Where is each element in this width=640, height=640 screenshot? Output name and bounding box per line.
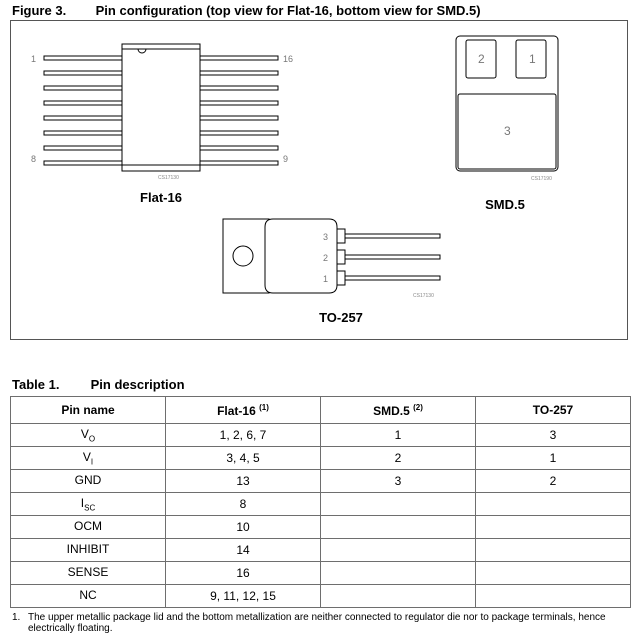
pin-name-cell: GND bbox=[11, 470, 166, 493]
table-caption bbox=[12, 377, 185, 392]
header-pin-name: Pin name bbox=[11, 397, 166, 424]
flat16-package bbox=[44, 44, 278, 171]
flat16-pin-8: 8 bbox=[31, 154, 37, 164]
flat16-label: Flat-16 bbox=[140, 190, 182, 205]
pin-name-cell: $I_{SC}$ bbox=[11, 493, 166, 516]
pin-name-cell: INHIBIT bbox=[11, 539, 166, 562]
to257-cell bbox=[476, 539, 631, 562]
smd5-cell bbox=[321, 562, 476, 585]
pin-name-cell: $V_I$ bbox=[11, 447, 166, 470]
to257-tab bbox=[223, 219, 269, 293]
to257-cell: 3 bbox=[476, 424, 631, 447]
table-number: Table 1. bbox=[12, 377, 60, 392]
flat16-pin-16: 16 bbox=[283, 54, 294, 64]
flat16-cell: 14 bbox=[166, 539, 321, 562]
pin-name-cell: OCM bbox=[11, 516, 166, 539]
to257-cell bbox=[476, 493, 631, 516]
smd5-outline bbox=[456, 36, 558, 171]
to257-cell bbox=[476, 585, 631, 608]
flat16-body bbox=[122, 44, 200, 171]
table-row bbox=[11, 493, 631, 516]
to257-cell bbox=[476, 516, 631, 539]
table-title: Pin description bbox=[90, 377, 185, 392]
to257-cell: 1 bbox=[476, 447, 631, 470]
figure-number: Figure 3. bbox=[12, 3, 67, 18]
flat16-left-leads bbox=[44, 56, 122, 165]
footnote-text: The upper metallic package lid and the bottom metallization are neither connected to regulator die nor to package terminals, hence electrically floating. bbox=[28, 612, 606, 634]
smd5-cell bbox=[321, 493, 476, 516]
smd5-label: SMD.5 bbox=[485, 197, 525, 212]
smd5-note-ref: (2) bbox=[413, 402, 423, 412]
to257-package bbox=[223, 219, 440, 293]
flat16-drawing-code: CS17130 bbox=[158, 175, 179, 181]
table-row bbox=[11, 516, 631, 539]
pin-name-cell: NC bbox=[11, 585, 166, 608]
smd5-cell: 2 bbox=[321, 447, 476, 470]
to257-cell: 2 bbox=[476, 470, 631, 493]
flat16-right-leads bbox=[200, 56, 278, 165]
smd5-cell bbox=[321, 516, 476, 539]
footnote bbox=[12, 612, 622, 634]
smd5-pad-1: 1 bbox=[529, 52, 536, 66]
smd5-pad-3: 3 bbox=[504, 124, 511, 138]
pin-description-table bbox=[10, 396, 631, 608]
to257-lead-2 bbox=[345, 255, 440, 259]
table-row bbox=[11, 585, 631, 608]
smd5-drawing-code: CS17190 bbox=[531, 176, 552, 182]
to257-lead-1 bbox=[345, 276, 440, 280]
to257-cell bbox=[476, 562, 631, 585]
table-row bbox=[11, 470, 631, 493]
pin-configuration-figure bbox=[10, 20, 628, 340]
table-row bbox=[11, 447, 631, 470]
pin-name-cell: SENSE bbox=[11, 562, 166, 585]
table-row bbox=[11, 539, 631, 562]
flat16-cell: 3, 4, 5 bbox=[166, 447, 321, 470]
smd5-cell bbox=[321, 585, 476, 608]
to257-label: TO-257 bbox=[319, 310, 363, 325]
to257-pin-3: 3 bbox=[323, 232, 329, 242]
smd5-package bbox=[456, 36, 558, 171]
header-to257: TO-257 bbox=[476, 397, 631, 424]
flat16-cell: 9, 11, 12, 15 bbox=[166, 585, 321, 608]
to257-pin-1: 1 bbox=[323, 274, 329, 284]
to257-drawing-code: CS17130 bbox=[413, 293, 434, 299]
flat16-cell: 10 bbox=[166, 516, 321, 539]
smd5-cell: 3 bbox=[321, 470, 476, 493]
flat16-cell: 1, 2, 6, 7 bbox=[166, 424, 321, 447]
table-header-row bbox=[11, 397, 631, 424]
header-flat16: Flat-16 $^{(1)}$ bbox=[166, 397, 321, 424]
header-smd5: SMD.5 $^{(2)}$ bbox=[321, 397, 476, 424]
smd5-cell: 1 bbox=[321, 424, 476, 447]
flat16-cell: 16 bbox=[166, 562, 321, 585]
to257-lead-3 bbox=[345, 234, 440, 238]
footnote-number: 1. bbox=[12, 612, 21, 623]
flat16-cell: 8 bbox=[166, 493, 321, 516]
to257-mounting-hole bbox=[233, 246, 253, 266]
table-row bbox=[11, 424, 631, 447]
flat16-note-ref: (1) bbox=[259, 402, 269, 412]
table-row bbox=[11, 562, 631, 585]
pin-name-cell: $V_O$ bbox=[11, 424, 166, 447]
package-drawings bbox=[11, 21, 629, 341]
figure-caption bbox=[12, 3, 481, 18]
flat16-cell: 13 bbox=[166, 470, 321, 493]
to257-pin-2: 2 bbox=[323, 253, 329, 263]
smd5-pad-2: 2 bbox=[478, 52, 485, 66]
smd5-cell bbox=[321, 539, 476, 562]
flat16-pin-9: 9 bbox=[283, 154, 289, 164]
flat16-pin-1: 1 bbox=[31, 54, 37, 64]
figure-title: Pin configuration (top view for Flat-16, bottom view for SMD.5) bbox=[95, 3, 481, 18]
